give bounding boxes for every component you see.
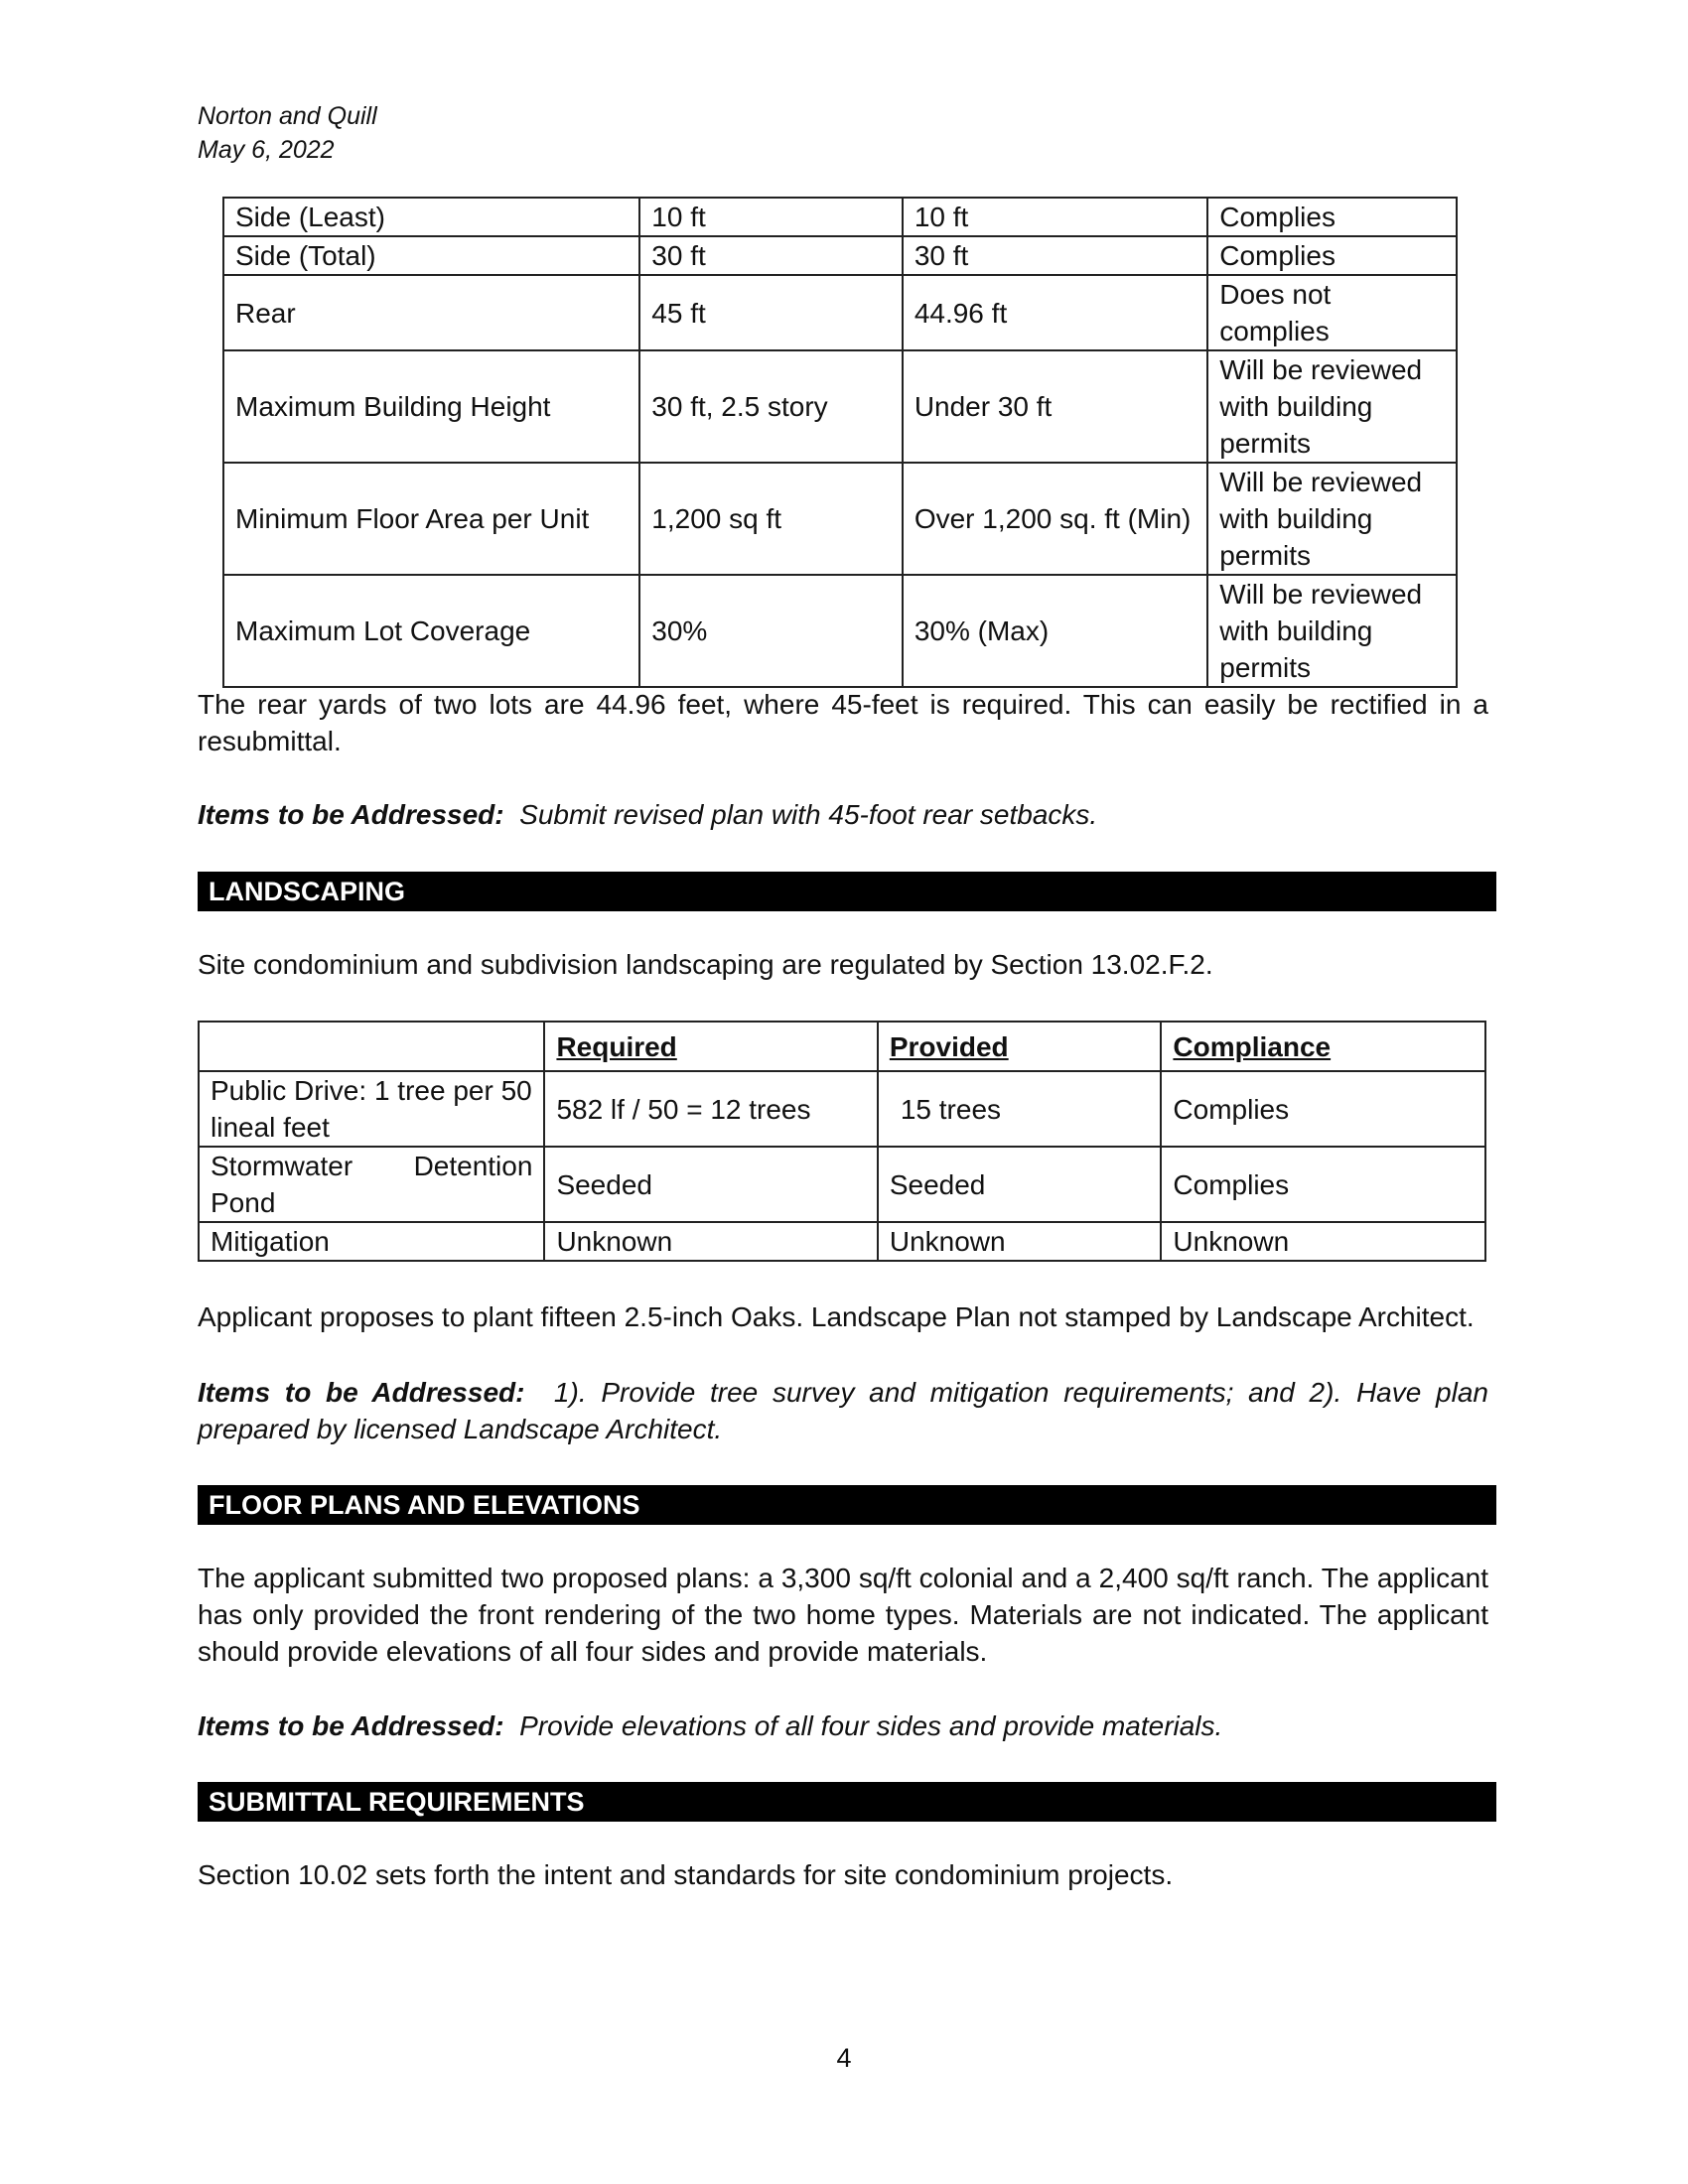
- table-cell: Complies: [1207, 236, 1457, 275]
- landscaping-intro: Site condominium and subdivision landscaping are regulated by Section 13.02.F.2.: [198, 949, 1213, 980]
- landscaping-paragraph: Applicant proposes to plant fifteen 2.5-inch Oaks. Landscape Plan not stamped by Landscape Architect.: [198, 1301, 1475, 1332]
- table-cell: Seeded: [878, 1147, 1162, 1222]
- table-cell: Minimum Floor Area per Unit: [223, 463, 639, 575]
- table-cell: Unknown: [878, 1222, 1162, 1261]
- section-heading-submittal: SUBMITTAL REQUIREMENTS: [198, 1782, 1496, 1822]
- table-cell: 45 ft: [639, 275, 903, 350]
- table-cell: Will be reviewed with building permits: [1207, 575, 1457, 687]
- table-cell: 10 ft: [639, 198, 903, 236]
- table-cell: Complies: [1207, 198, 1457, 236]
- table-cell: Mitigation: [199, 1222, 544, 1261]
- setback-table: [222, 197, 1458, 688]
- table-cell: 10 ft: [903, 198, 1207, 236]
- table-cell: Complies: [1161, 1147, 1485, 1222]
- table-row: [223, 236, 1457, 275]
- table-header-cell: Required: [544, 1022, 877, 1071]
- items-text: 1). Provide tree survey and mitigation requirements; and 2). Have plan prepared by licensed Landscape Architect.: [198, 1377, 1488, 1444]
- table-cell: 30% (Max): [903, 575, 1207, 687]
- items-to-address-3: [198, 1707, 1488, 1744]
- table-cell: Maximum Building Height: [223, 350, 639, 463]
- table-cell: 30 ft: [903, 236, 1207, 275]
- table-cell: 30%: [639, 575, 903, 687]
- table-cell: Side (Total): [223, 236, 639, 275]
- table-cell: 30 ft, 2.5 story: [639, 350, 903, 463]
- section-heading-landscaping: LANDSCAPING: [198, 872, 1496, 911]
- items-to-address-1: [198, 796, 1488, 833]
- table-cell: 30 ft: [639, 236, 903, 275]
- table-cell: Will be reviewed with building permits: [1207, 350, 1457, 463]
- floor-plans-paragraph: The applicant submitted two proposed plans: a 3,300 sq/ft colonial and a 2,400 sq/ft ranch. The applicant has only provided the front rendering of the two home types. Materials are not indicated. The applicant should provide elevations of all four sides and provide materials.: [198, 1563, 1488, 1667]
- table-row: [223, 575, 1457, 687]
- items-to-address-2: [198, 1374, 1488, 1447]
- table-cell: Does not complies: [1207, 275, 1457, 350]
- table-cell: Maximum Lot Coverage: [223, 575, 639, 687]
- table-header-cell: Provided: [878, 1022, 1162, 1071]
- setback-paragraph: The rear yards of two lots are 44.96 feet, where 45-feet is required. This can easily be rectified in a resubmittal.: [198, 689, 1488, 756]
- table-header-cell: Compliance: [1161, 1022, 1485, 1071]
- table-cell: Complies: [1161, 1071, 1485, 1147]
- items-label: Items to be Addressed:: [198, 1377, 525, 1408]
- table-cell: Will be reviewed with building permits: [1207, 463, 1457, 575]
- items-text: Submit revised plan with 45-foot rear setbacks.: [519, 799, 1098, 830]
- table-header-cell: [199, 1022, 544, 1071]
- table-cell: Public Drive: 1 tree per 50 lineal feet: [199, 1071, 544, 1147]
- table-cell: 1,200 sq ft: [639, 463, 903, 575]
- table-cell: 15 trees: [878, 1071, 1162, 1147]
- items-label: Items to be Addressed:: [198, 799, 504, 830]
- table-cell: Unknown: [544, 1222, 877, 1261]
- table-row: [199, 1071, 1485, 1147]
- table-cell: 582 lf / 50 = 12 trees: [544, 1071, 877, 1147]
- landscape-table: [198, 1021, 1486, 1262]
- table-cell: Under 30 ft: [903, 350, 1207, 463]
- table-cell: Over 1,200 sq. ft (Min): [903, 463, 1207, 575]
- table-row: [223, 463, 1457, 575]
- items-label: Items to be Addressed:: [198, 1710, 504, 1741]
- items-text: Provide elevations of all four sides and provide materials.: [519, 1710, 1223, 1741]
- header-title: Norton and Quill: [198, 102, 377, 130]
- submittal-paragraph: Section 10.02 sets forth the intent and standards for site condominium projects.: [198, 1859, 1174, 1890]
- table-row: [223, 198, 1457, 236]
- table-cell: 44.96 ft: [903, 275, 1207, 350]
- table-row: [223, 275, 1457, 350]
- table-cell: Side (Least): [223, 198, 639, 236]
- table-row: [199, 1222, 1485, 1261]
- section-heading-floor-plans: FLOOR PLANS AND ELEVATIONS: [198, 1485, 1496, 1525]
- header-date: May 6, 2022: [198, 136, 335, 164]
- table-row: [199, 1147, 1485, 1222]
- table-header-row: [199, 1022, 1485, 1071]
- table-cell: Seeded: [544, 1147, 877, 1222]
- table-cell: Rear: [223, 275, 639, 350]
- table-row: [223, 350, 1457, 463]
- table-cell: Unknown: [1161, 1222, 1485, 1261]
- table-cell: Stormwater Detention Pond: [199, 1147, 544, 1222]
- page-number: 4: [836, 2043, 852, 2073]
